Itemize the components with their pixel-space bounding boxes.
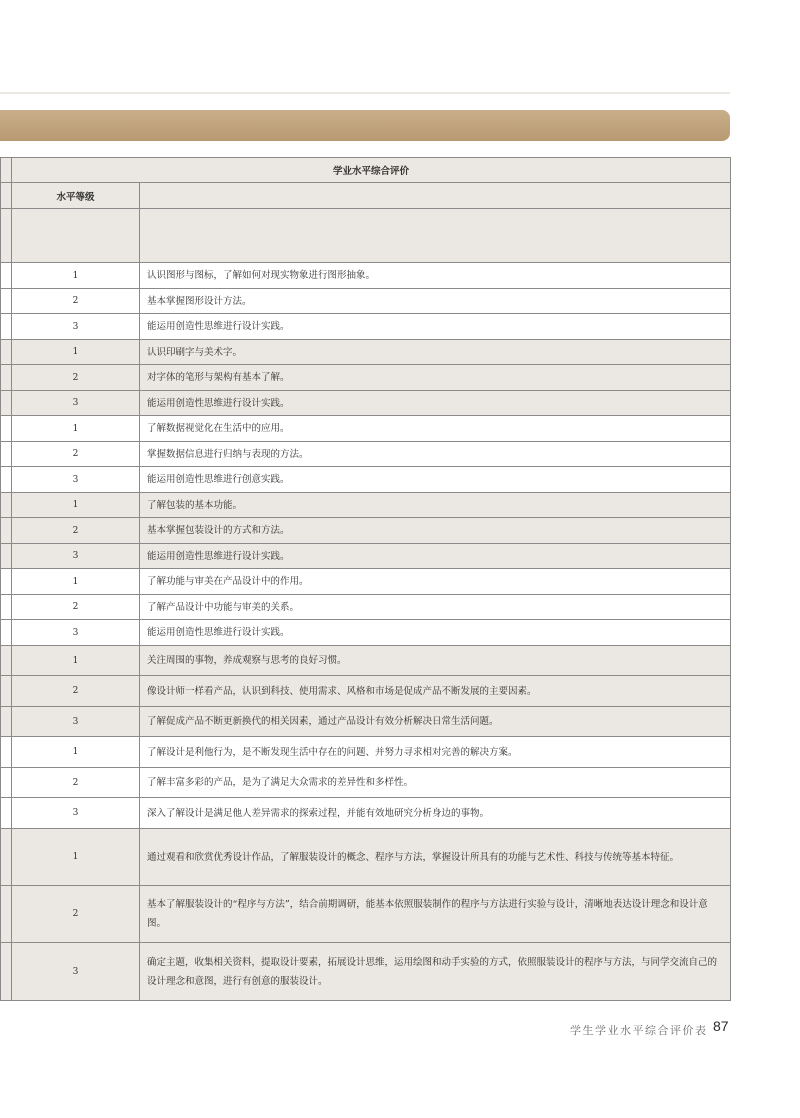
table-row [1, 569, 731, 595]
level-cell: 3 [12, 620, 140, 646]
level-cell: 1 [12, 829, 140, 886]
table-row [1, 391, 731, 416]
description-cell: 认识图形与图标，了解如何对现实物象进行图形抽象。 [140, 263, 731, 289]
description-cell: 能运用创造性思维进行创意实践。 [140, 467, 731, 493]
level-cell: 2 [12, 442, 140, 467]
table-row [1, 646, 731, 676]
table-row [1, 493, 731, 518]
table-subheader-row [1, 183, 731, 209]
level-cell: 2 [12, 886, 140, 943]
table-row [1, 263, 731, 289]
level-cell: 3 [12, 707, 140, 737]
description-cell: 基本了解服装设计的“程序与方法”，结合前期调研，能基本依照服装制作的程序与方法进行实验与设计，清晰地表达设计理念和设计意图。 [140, 886, 731, 943]
description-cell: 确定主题，收集相关资料，提取设计要素，拓展设计思维，运用绘图和动手实验的方式，依照服装设计的程序与方法，与同学交流自己的设计理念和意图，进行有创意的服装设计。 [140, 943, 731, 1001]
description-cell: 关注周围的事物，养成观察与思考的良好习惯。 [140, 646, 731, 676]
level-cell: 2 [12, 676, 140, 707]
footer-caption: 学生学业水平综合评价表 [570, 1024, 708, 1037]
table-row [1, 442, 731, 467]
description-cell: 对字体的笔形与架构有基本了解。 [140, 365, 731, 391]
table-row [1, 467, 731, 493]
description-cell: 基本掌握图形设计方法。 [140, 289, 731, 314]
description-cell: 能运用创造性思维进行设计实践。 [140, 314, 731, 340]
level-cell: 2 [12, 595, 140, 620]
description-cell: 了解功能与审美在产品设计中的作用。 [140, 569, 731, 595]
description-cell: 能运用创造性思维进行设计实践。 [140, 544, 731, 569]
level-cell: 1 [12, 646, 140, 676]
level-cell: 3 [12, 544, 140, 569]
top-rule [0, 92, 730, 94]
description-cell: 深入了解设计是满足他人差异需求的探索过程，并能有效地研究分析身边的事物。 [140, 798, 731, 829]
table-row [1, 829, 731, 886]
table-row [1, 314, 731, 340]
table-title: 学业水平综合评价 [12, 158, 731, 183]
description-cell: 了解丰富多彩的产品，是为了满足大众需求的差异性和多样性。 [140, 768, 731, 798]
table-row [1, 595, 731, 620]
level-cell: 2 [12, 289, 140, 314]
description-cell: 了解包装的基本功能。 [140, 493, 731, 518]
table-row [1, 798, 731, 829]
level-cell: 3 [12, 943, 140, 1001]
level-cell: 1 [12, 340, 140, 365]
level-cell: 2 [12, 365, 140, 391]
description-cell: 掌握数据信息进行归纳与表现的方法。 [140, 442, 731, 467]
table-row [1, 707, 731, 737]
table-title-row [1, 158, 731, 183]
description-cell: 像设计师一样看产品，认识到科技、使用需求、风格和市场是促成产品不断发展的主要因素。 [140, 676, 731, 707]
description-cell: 能运用创造性思维进行设计实践。 [140, 620, 731, 646]
page-number: 87 [713, 1018, 729, 1034]
description-cell: 通过观看和欣赏优秀设计作品，了解服装设计的概念、程序与方法，掌握设计所具有的功能与艺术性、科技与传统等基本特征。 [140, 829, 731, 886]
description-cell: 基本掌握包装设计的方式和方法。 [140, 518, 731, 544]
description-cell: 了解产品设计中功能与审美的关系。 [140, 595, 731, 620]
evaluation-table [0, 157, 731, 1001]
table-blank-row [1, 209, 731, 263]
table-row [1, 737, 731, 768]
table-row [1, 544, 731, 569]
level-cell: 3 [12, 467, 140, 493]
level-cell: 1 [12, 416, 140, 442]
table-row [1, 518, 731, 544]
table-row [1, 289, 731, 314]
level-cell: 1 [12, 737, 140, 768]
description-cell: 了解设计是利他行为，是不断发现生活中存在的问题、并努力寻求相对完善的解决方案。 [140, 737, 731, 768]
level-cell: 3 [12, 314, 140, 340]
description-cell: 了解促成产品不断更新换代的相关因素，通过产品设计有效分析解决日常生活问题。 [140, 707, 731, 737]
section-header-band [0, 110, 730, 141]
table-row [1, 365, 731, 391]
description-cell: 能运用创造性思维进行设计实践。 [140, 391, 731, 416]
table-row [1, 620, 731, 646]
level-cell: 1 [12, 569, 140, 595]
description-cell: 了解数据视觉化在生活中的应用。 [140, 416, 731, 442]
table-row [1, 886, 731, 943]
table-row [1, 768, 731, 798]
level-header: 水平等级 [12, 183, 140, 209]
level-cell: 1 [12, 493, 140, 518]
table-row [1, 340, 731, 365]
table-row [1, 943, 731, 1001]
level-cell: 2 [12, 518, 140, 544]
level-cell: 3 [12, 391, 140, 416]
table-row [1, 416, 731, 442]
level-cell: 2 [12, 768, 140, 798]
level-cell: 3 [12, 798, 140, 829]
level-cell: 1 [12, 263, 140, 289]
table-row [1, 676, 731, 707]
description-cell: 认识印刷字与美术字。 [140, 340, 731, 365]
